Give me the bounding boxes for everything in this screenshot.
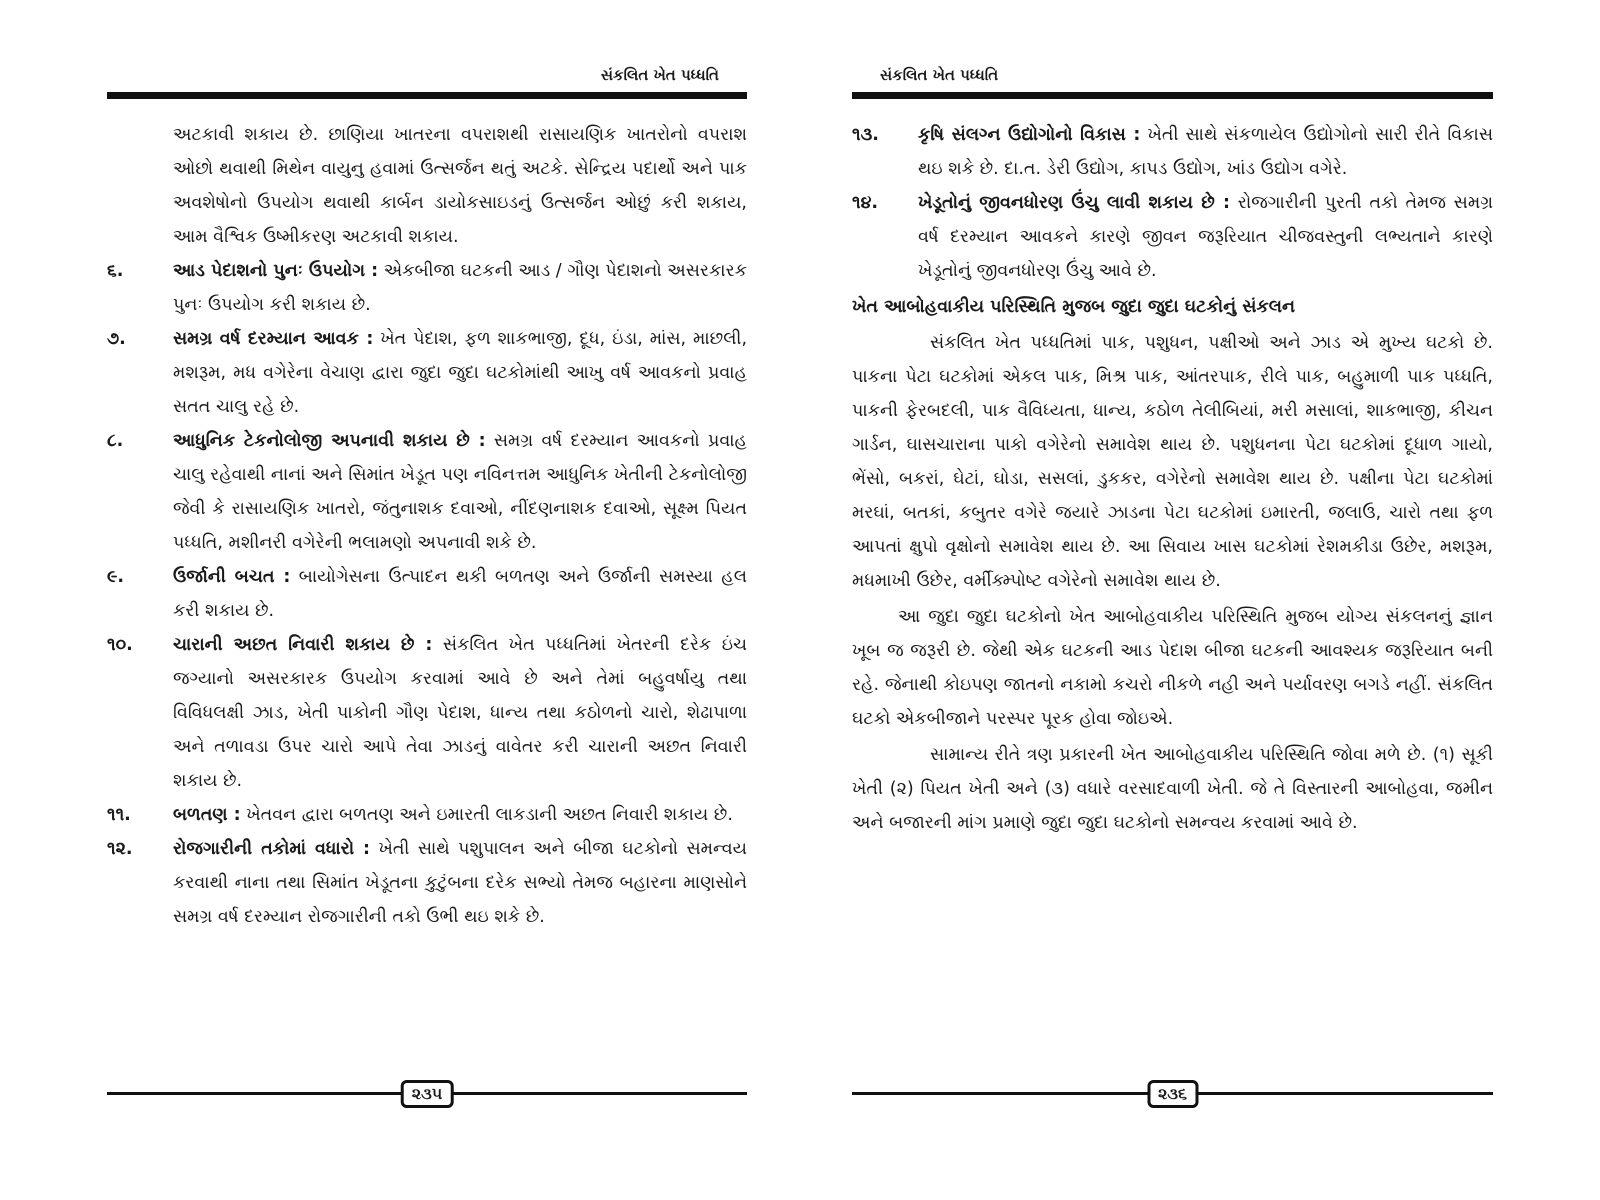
list-item (107, 560, 747, 628)
item-number: ૧૩. (852, 125, 879, 145)
item-text: ખેતી સાથે પશુપાલન અને બીજા ઘટકોનો સમન્વય કરવાથી નાના તથા સિમાંત ખેડૂતના કુટુંબના દરેક સભ્યો તેમજ બહારના માણસોને સમગ્ર વર્ષ દરમ્યાન રોજગારીની તકો ઉભી થઇ શકે છે. (173, 839, 747, 927)
item-number: ૧૨. (107, 839, 133, 859)
header-rule (852, 92, 1493, 99)
page-footer (107, 1080, 747, 1108)
running-head: સંકલિત ખેત પધ્ધતિ (880, 66, 999, 84)
left-page (107, 0, 747, 1200)
list-item (107, 322, 747, 424)
item-number: ૭. (107, 329, 126, 349)
list-item (107, 254, 747, 322)
item-title: કૃષિ સંલગ્ન ઉદ્યોગોનો વિકાસ : (918, 125, 1141, 145)
item-number: ૯. (107, 567, 125, 587)
item-text: સંકલિત ખેત પધ્ધતિમાં ખેતરની દરેક ઇંચ જગ્યાનો અસરકારક ઉપયોગ કરવામાં આવે છે અને તેમાં બહુવર્ષાયુ તથા વિવિધલક્ષી ઝાડ, ખેતી પાકોની ગૌણ પેદાશ, ધાન્ય તથા કઠોળનો ચારો, શેઢાપાળા અને તળાવડા ઉપર ચારો આપે તેવા ઝાડનું વાવેતર કરી ચારાની અછત નિવારી શકાય છે. (173, 635, 748, 791)
body-paragraph: આ જુદા જુદા ઘટકોનો ખેત આબોહવાકીય પરિસ્થિતિ મુજબ યોગ્ય સંકલનનું જ્ઞાન ખૂબ જ જરૂરી છે. જેથી એક ઘટકની આડ પેદાશ બીજા ઘટકની આવશ્યક જરૂરિયાત બની રહે. જેનાથી કોઇપણ જાતનો નકામો કચરો નીકળે નહી અને પર્યાવરણ બગડે નહીં. સંકલિત ઘટકો એકબીજાને પરસ્પર પૂરક હોવા જોઇએ. (852, 607, 1493, 729)
list-item (107, 798, 747, 832)
item-title: ચારાની અછત નિવારી શકાય છે : (173, 635, 433, 655)
page-number: ૨૩૬ (1147, 1080, 1198, 1108)
body-paragraph: સંકલિત ખેત પધ્ધતિમાં પાક, પશુધન, પક્ષીઓ અને ઝાડ એ મુખ્ય ઘટકો છે. પાકના પેટા ઘટકોમાં એકલ પાક, મિશ્ર પાક, આંતરપાક, રીલે પાક, બહુમાળી પાક પધ્ધતિ, પાકની ફેરબદલી, પાક વૈવિધ્યતા, ધાન્ય, કઠોળ તેલીબિયાં, મરી મસાલાં, શાકભાજી, કીચન ગાર્ડન, ઘાસચારાના પાકો વગેરેનો સમાવેશ થાય છે. પશુધનના પેટા ઘટકોમાં દૂધાળ ગાયો, ભેંસો, બકરાં, ઘેટાં, ઘોડા, સસલાં, ડુકકર, વગેરેનો સમાવેશ થાય છે. પક્ષીના પેટા ઘટકોમાં મરઘાં, બતકાં, કબુતર વગેરે જયારે ઝાડના પેટા ઘટકોમાં ઇમારતી, જલાઉ, ચારો તથા ફળ આપતાં ક્ષુપો વૃક્ષોનો સમાવેશ થાય છે. આ સિવાય ખાસ ઘટકોમાં રેશમકીડા ઉછેર, મશરૂમ, મધમાખી ઉછેર, વર્મીક્મ્પોષ્ટ વગેરેનો સમાવેશ થાય છે. (852, 333, 1493, 591)
right-page (852, 0, 1493, 1200)
item-title: ખેડૂતોનું જીવનધોરણ ઉંચુ લાવી શકાય છે : (918, 193, 1231, 213)
item-number: ૧૪. (852, 193, 879, 213)
section-heading: ખેત આબોહવાકીય પરિસ્થિતિ મુજબ જુદા જુદા ઘટકોનું સંકલન (852, 297, 1295, 317)
item-text: બાયોગેસના ઉત્પાદન થકી બળતણ અને ઉર્જાની સમસ્યા હલ કરી શકાય છે. (173, 567, 747, 621)
item-text: સમગ્ર વર્ષ દરમ્યાન આવકનો પ્રવાહ ચાલુ રહેવાથી નાનાં અને સિમાંત ખેડૂત પણ નવિનત્તમ આધુનિક ખેતીની ટેકનોલોજી જેવી કે રાસાયણિક ખાતરો, જંતુનાશક દવાઓ, નીંદણનાશક દવાઓ, સૂક્ષ્મ પિયત પધ્ધતિ, મશીનરી વગેરેની ભલામણો અપનાવી શકે છે. (173, 431, 747, 553)
intro-paragraph: અટકાવી શકાય છે. છાણિયા ખાતરના વપરાશથી રાસાયણિક ખાતરોનો વપરાશ ઓછો થવાથી મિથેન વાયુનુ હવામાં ઉત્સર્જન થતું અટકે. સેન્દ્રિય પદાર્થો અને પાક અવશેષોનો ઉપયોગ થવાથી કાર્બન ડાયોકસાઇડનું ઉત્સર્જન ઓછું કરી શકાય, આમ વૈશ્વિક ઉષ્મીકરણ અટકાવી શકાય. (173, 125, 747, 247)
list-item (107, 628, 747, 798)
body-paragraph: સામાન્ય રીતે ત્રણ પ્રકારની ખેત આબોહવાકીય પરિસ્થિતિ જોવા મળે છે. (૧) સૂકી ખેતી (૨) પિયત ખેતી અને (૩) વધારે વરસાદવાળી ખેતી. જે તે વિસ્તારની આબોહવા, જમીન અને બજારની માંગ પ્રમાણે જુદા જુદા ઘટકોનો સમન્વય કરવામાં આવે છે. (852, 745, 1493, 833)
item-title: આધુનિક ટેકનોલોજી અપનાવી શકાય છે : (173, 431, 486, 451)
page-footer (852, 1080, 1493, 1108)
list-item (852, 186, 1493, 288)
list-item (852, 118, 1493, 186)
item-text: એકબીજા ઘટકની આડ / ગૌણ પેદાશનો અસરકારક પુનઃ ઉપયોગ કરી શકાય છે. (173, 261, 747, 315)
running-head: સંકલિત ખેત પધ્ધતિ (600, 66, 719, 84)
page-content (107, 118, 747, 934)
item-title: આડ પેદાશનો પુનઃ ઉપયોગ : (173, 261, 379, 281)
item-title: સમગ્ર વર્ષ દરમ્યાન આવક : (173, 329, 374, 349)
item-text: રોજગારીની પુરતી તકો તેમજ સમગ્ર વર્ષ દરમ્યાન આવકને કારણે જીવન જરૂરિયાત ચીજવસ્તુની લભ્યતાને કારણે ખેડૂતોનું જીવનધોરણ ઉંચુ આવે છે. (918, 193, 1493, 281)
item-title: બળતણ : (173, 805, 241, 825)
item-title: ઉર્જાની બચત : (173, 567, 291, 587)
item-title: રોજગારીની તકોમાં વધારો : (173, 839, 371, 859)
list-item (107, 424, 747, 560)
item-number: ૧૦. (107, 635, 133, 655)
item-number: ૮. (107, 431, 124, 451)
item-text: ખેત પેદાશ, ફળ શાકભાજી, દૂધ, ઇંડા, માંસ, માછલી, મશરૂમ, મધ વગેરેના વેચાણ દ્વારા જુદા જુદા ઘટકોમાંથી આખુ વર્ષ આવકનો પ્રવાહ સતત ચાલુ રહે છે. (173, 329, 748, 417)
list-item (107, 832, 747, 934)
page-number: ૨૩૫ (401, 1080, 454, 1108)
item-text: ખેતવન દ્વારા બળતણ અને ઇમારતી લાકડાની અછત નિવારી શકાય છે. (246, 805, 733, 825)
item-number: ૬. (107, 261, 124, 281)
page-content (852, 118, 1493, 840)
item-text: ખેતી સાથે સંકળાયેલ ઉદ્યોગોનો સારી રીતે વિકાસ થઇ શકે છે. દા.ત. ડેરી ઉદ્યોગ, કાપડ ઉદ્યોગ, ખાંડ ઉદ્યોગ વગેરે. (918, 125, 1493, 179)
header-rule (107, 92, 747, 99)
item-number: ૧૧. (107, 805, 131, 825)
